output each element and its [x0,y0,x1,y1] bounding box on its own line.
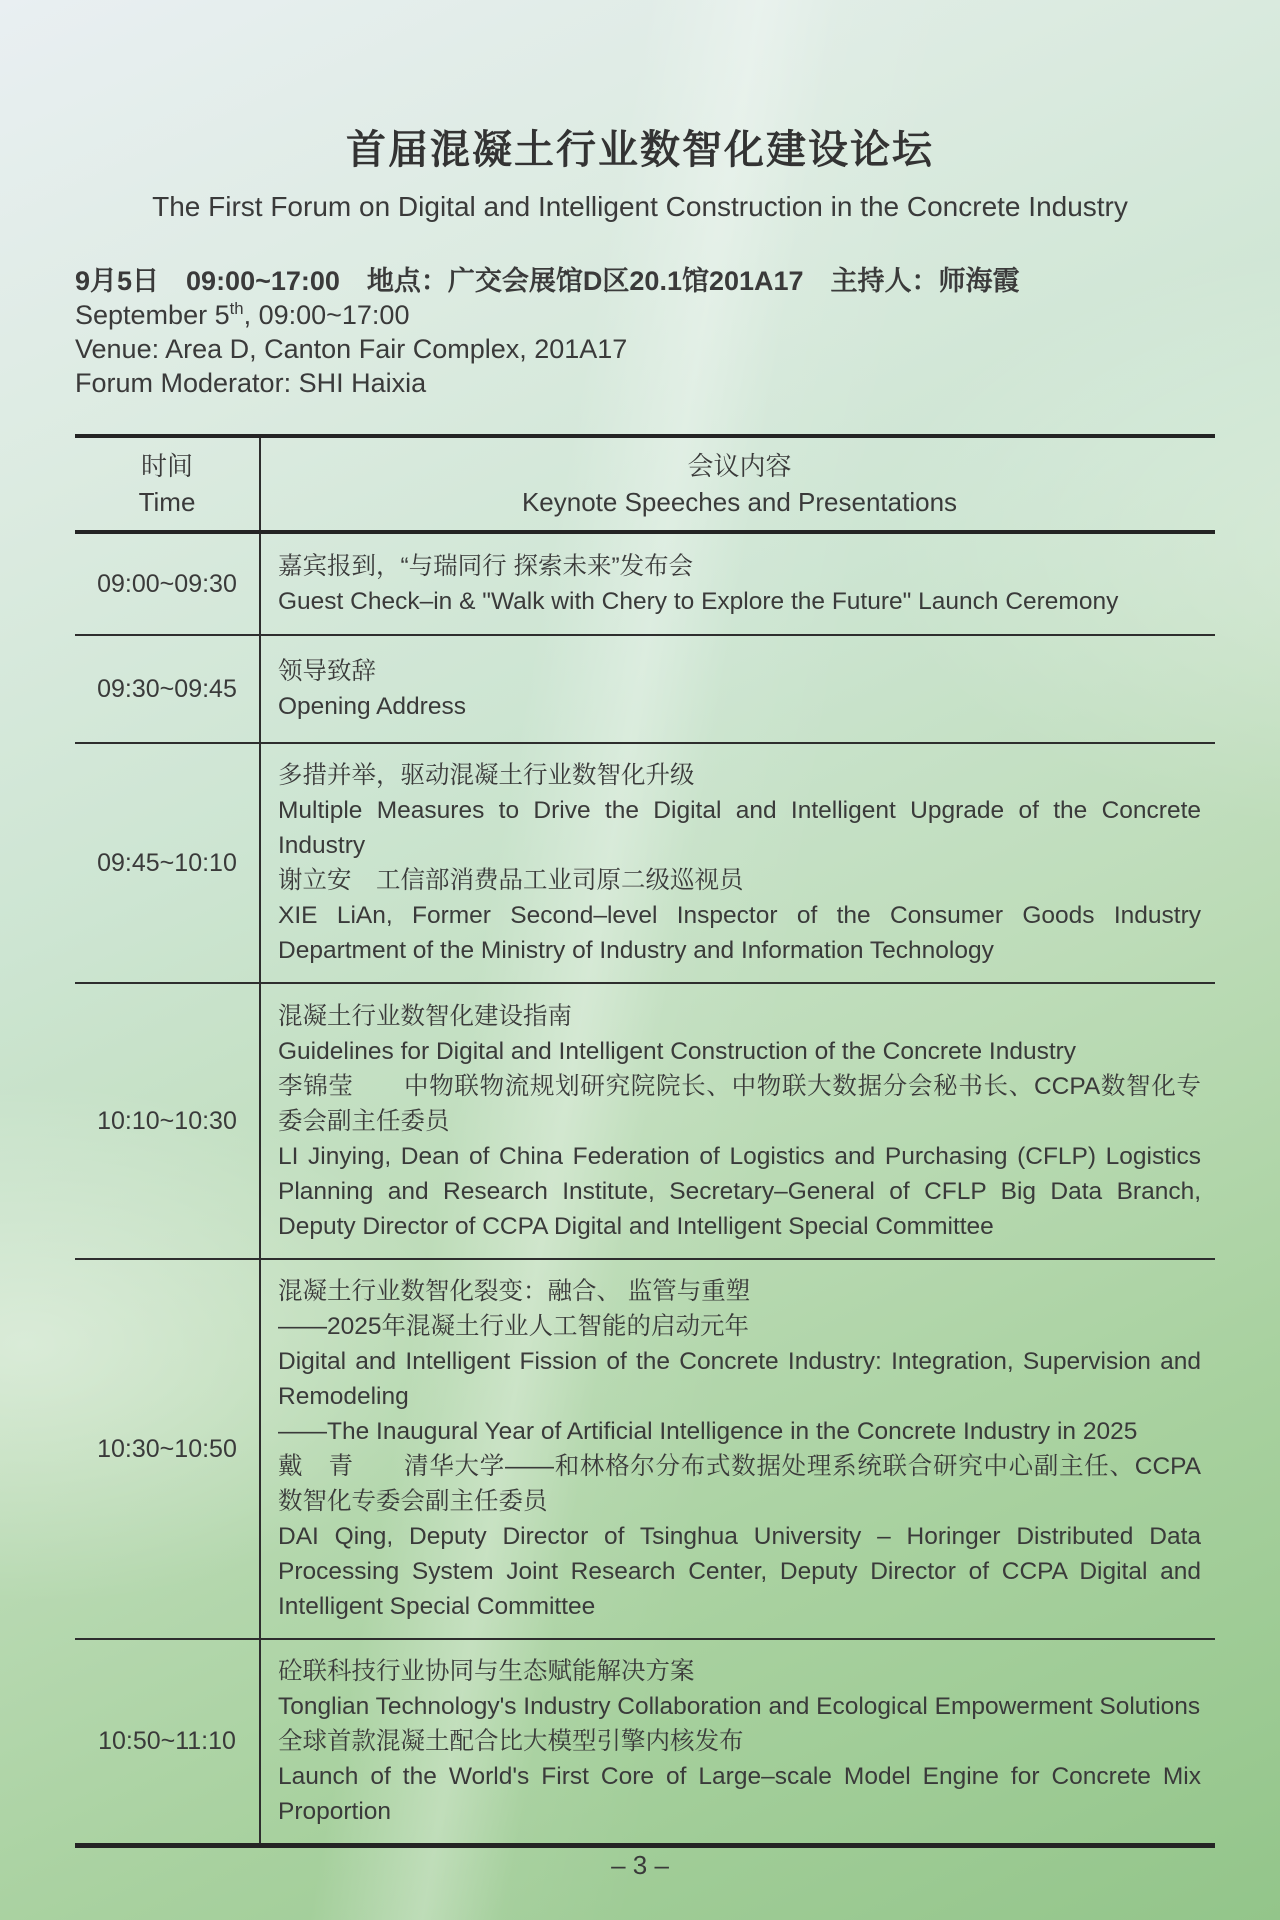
time-value: 10:30~10:50 [97,1434,237,1463]
agenda-paragraph: 嘉宾报到，“与瑞同行 探索未来”发布会 [278,553,694,580]
event-info-venue: Venue: Area D, Canton Fair Complex, 201A17 [75,334,628,364]
table-header-content-zh: 会议内容 [687,451,792,481]
time-cell [75,744,261,982]
agenda-paragraph: 多措并举，驱动混凝土行业数智化升级 [278,762,695,789]
event-date-prefix: September 5 [75,300,230,330]
time-cell [75,984,261,1258]
event-date-ordinal: th [229,299,244,318]
table-row [75,534,1215,634]
agenda-paragraph: 混凝土行业数智化裂变：融合、 监管与重塑 [278,1278,751,1305]
table-header-time-zh: 时间 [140,451,193,481]
table-row [75,1258,1215,1638]
agenda-paragraph: Opening Address [278,693,466,720]
agenda-paragraph: 李锦莹 中物联物流规划研究院院长、中物联大数据分会秘书长、CCPA数智化专委会副主任委员 [278,1072,1201,1135]
time-cell [75,1640,261,1843]
agenda-paragraph: Guest Check–in & "Walk with Chery to Explore the Future" Launch Ceremony [278,588,1119,615]
agenda-paragraph: 混凝土行业数智化建设指南 [278,1002,572,1030]
table-header-content-en: Keynote Speeches and Presentations [521,487,958,517]
agenda-paragraph: Digital and Intelligent Fission of the Concrete Industry: Integration, Supervision and Remodeling [278,1348,1201,1410]
agenda-paragraph: XIE LiAn, Former Second–level Inspector of the Consumer Goods Industry Department of the Ministry of Industry and Information Technology [278,902,1201,964]
table-row [75,1638,1215,1843]
agenda-paragraph: Multiple Measures to Drive the Digital and Intelligent Upgrade of the Concrete Industry [278,797,1201,859]
agenda-paragraph: Guidelines for Digital and Intelligent Construction of the Concrete Industry [278,1037,1077,1065]
page-title-zh: 首届混凝土行业数智化建设论坛 [346,128,934,172]
content-cell [261,744,1215,982]
table-header-time-cell [75,438,261,530]
agenda-paragraph: 谢立安 工信部消费品工业司原二级巡视员 [278,867,744,894]
time-cell [75,636,261,742]
event-info-moderator: Forum Moderator: SHI Haixia [75,368,427,398]
event-info-line-zh: 9月5日 09:00~17:00 地点：广交会展馆D区20.1馆201A17 主持人：师海霞 [75,266,1020,296]
time-value: 09:45~10:10 [97,848,237,877]
event-date-suffix: , 09:00~17:00 [243,300,410,330]
table-row [75,634,1215,742]
time-cell [75,534,261,634]
table-header-time-en: Time [138,487,196,517]
table-header-content-cell [261,438,1215,530]
agenda-paragraph: Launch of the World's First Core of Large–scale Model Engine for Concrete Mix Proportion [278,1763,1201,1825]
time-value: 09:00~09:30 [97,569,237,598]
agenda-paragraph: 领导致辞 [278,658,376,685]
time-cell [75,1260,261,1638]
content-cell [261,984,1215,1258]
time-value: 09:30~09:45 [97,674,237,703]
page-number: – 3 – [611,1850,669,1880]
table-row [75,742,1215,982]
event-info [75,264,1215,400]
agenda-paragraph: LI Jinying, Dean of China Federation of Logistics and Purchasing (CFLP) Logistics Planning and Research Institute, Secretary–General of CFLP Big Data Branch, Deputy Director of CCPA Digital and Intelligent Special Committee [278,1142,1201,1240]
table-row [75,982,1215,1258]
content-cell [261,636,1215,742]
agenda-table [75,434,1215,1848]
agenda-paragraph: Tonglian Technology's Industry Collaboration and Ecological Empowerment Solutions [278,1693,1201,1720]
agenda-paragraph: DAI Qing, Deputy Director of Tsinghua University – Horinger Distributed Data Processing System Joint Research Center, Deputy Director of CCPA Digital and Intelligent Special Committee [278,1523,1201,1620]
agenda-paragraph: 全球首款混凝土配合比大模型引擎内核发布 [278,1728,744,1755]
content-cell [261,1260,1215,1638]
table-header-row [75,438,1215,534]
agenda-paragraph: ——2025年混凝土行业人工智能的启动元年 [278,1313,750,1340]
agenda-paragraph: 戴 青 清华大学——和林格尔分布式数据处理系统联合研究中心副主任、CCPA数智化专委会副主任委员 [278,1453,1201,1515]
page-title-en: The First Forum on Digital and Intelligent Construction in the Concrete Industry [152,191,1128,222]
event-info-date [75,298,1215,332]
time-value: 10:10~10:30 [97,1106,237,1135]
time-value: 10:50~11:10 [98,1727,236,1755]
content-cell [261,534,1215,634]
agenda-paragraph: 砼联科技行业协同与生态赋能解决方案 [278,1658,695,1685]
agenda-paragraph: ——The Inaugural Year of Artificial Intelligence in the Concrete Industry in 2025 [278,1418,1138,1445]
content-cell [261,1640,1215,1843]
